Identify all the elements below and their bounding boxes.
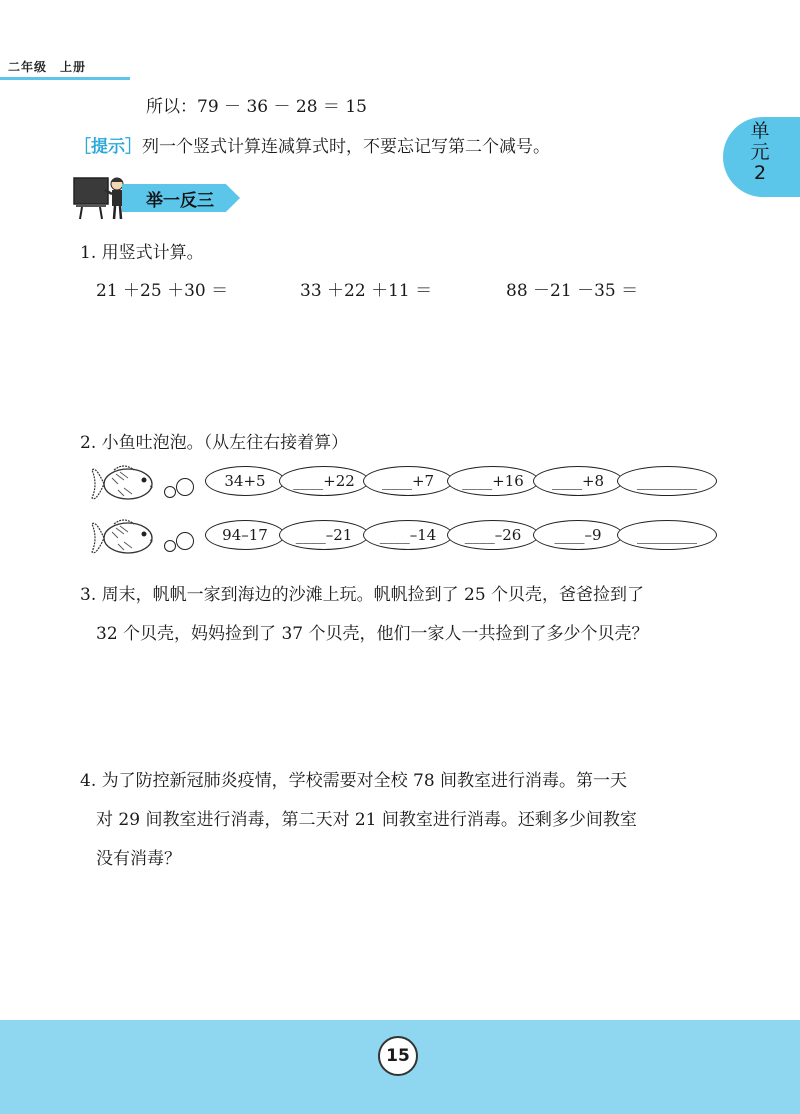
- q4-line-1: 4. 为了防控新冠肺炎疫情，学校需要对全校 78 间教室进行消毒。第一天: [80, 771, 628, 791]
- header-divider: [0, 77, 130, 80]
- bubble-small: [164, 486, 176, 498]
- q4-line-3: 没有消毒？: [96, 849, 181, 869]
- goldfish-icon: [90, 460, 162, 508]
- chain-bubble[interactable]: ____+22: [279, 466, 369, 496]
- bubble-small: [164, 540, 176, 552]
- unit-tab-char-2: 元: [750, 141, 770, 163]
- q2-title: 2. 小鱼吐泡泡。（从左往右接着算）: [80, 433, 349, 453]
- unit-tab-number: 2: [753, 162, 767, 184]
- chain-bubble[interactable]: ____+7: [363, 466, 453, 496]
- hint-line: [74, 132, 550, 157]
- q3-line-1: 3. 周末，帆帆一家到海边的沙滩上玩。帆帆捡到了 25 个贝壳，爸爸捡到了: [80, 585, 645, 605]
- q1-expr-2: 33 ＋22 ＋11 ＝: [300, 281, 433, 301]
- chain-bubble: 34+5: [205, 466, 285, 496]
- conclusion-line: 所以：79 － 36 － 28 ＝ 15: [146, 97, 367, 117]
- chain-bubble[interactable]: ________: [617, 520, 717, 550]
- bubble-chain-row-2: [205, 520, 717, 552]
- chain-bubble[interactable]: ____+8: [533, 466, 623, 496]
- bubble-chain-row-1: [205, 466, 717, 498]
- q1-title: 1. 用竖式计算。: [80, 243, 204, 263]
- bubble-medium: [176, 478, 194, 496]
- chain-bubble[interactable]: ____–26: [447, 520, 539, 550]
- hint-label: ［提示］: [74, 137, 142, 157]
- bubble-medium: [176, 532, 194, 550]
- q1-expr-3: 88 －21 －35 ＝: [506, 281, 639, 301]
- page-number: 15: [378, 1036, 418, 1076]
- hint-text: 列一个竖式计算连减算式时，不要忘记写第二个减号。: [142, 137, 550, 157]
- q1-expr-1: 21 ＋25 ＋30 ＝: [96, 281, 229, 301]
- unit-tab-char-1: 单: [750, 120, 770, 142]
- chain-bubble[interactable]: ____–14: [363, 520, 453, 550]
- grade-label: 二年级 上册: [8, 60, 87, 74]
- chain-bubble: 94–17: [205, 520, 285, 550]
- chain-bubble[interactable]: ____+16: [447, 466, 539, 496]
- q3-line-2: 32 个贝壳，妈妈捡到了 37 个贝壳，他们一家人一共捡到了多少个贝壳？: [96, 624, 649, 644]
- unit-tab-label: [745, 121, 775, 184]
- q4-line-2: 对 29 间教室进行消毒，第二天对 21 间教室进行消毒。还剩多少间教室: [96, 810, 637, 830]
- chain-bubble[interactable]: ____–9: [533, 520, 623, 550]
- chain-bubble[interactable]: ________: [617, 466, 717, 496]
- section-badge-title: 举一反三: [146, 191, 214, 211]
- chain-bubble[interactable]: ____–21: [279, 520, 369, 550]
- goldfish-icon: [90, 514, 162, 562]
